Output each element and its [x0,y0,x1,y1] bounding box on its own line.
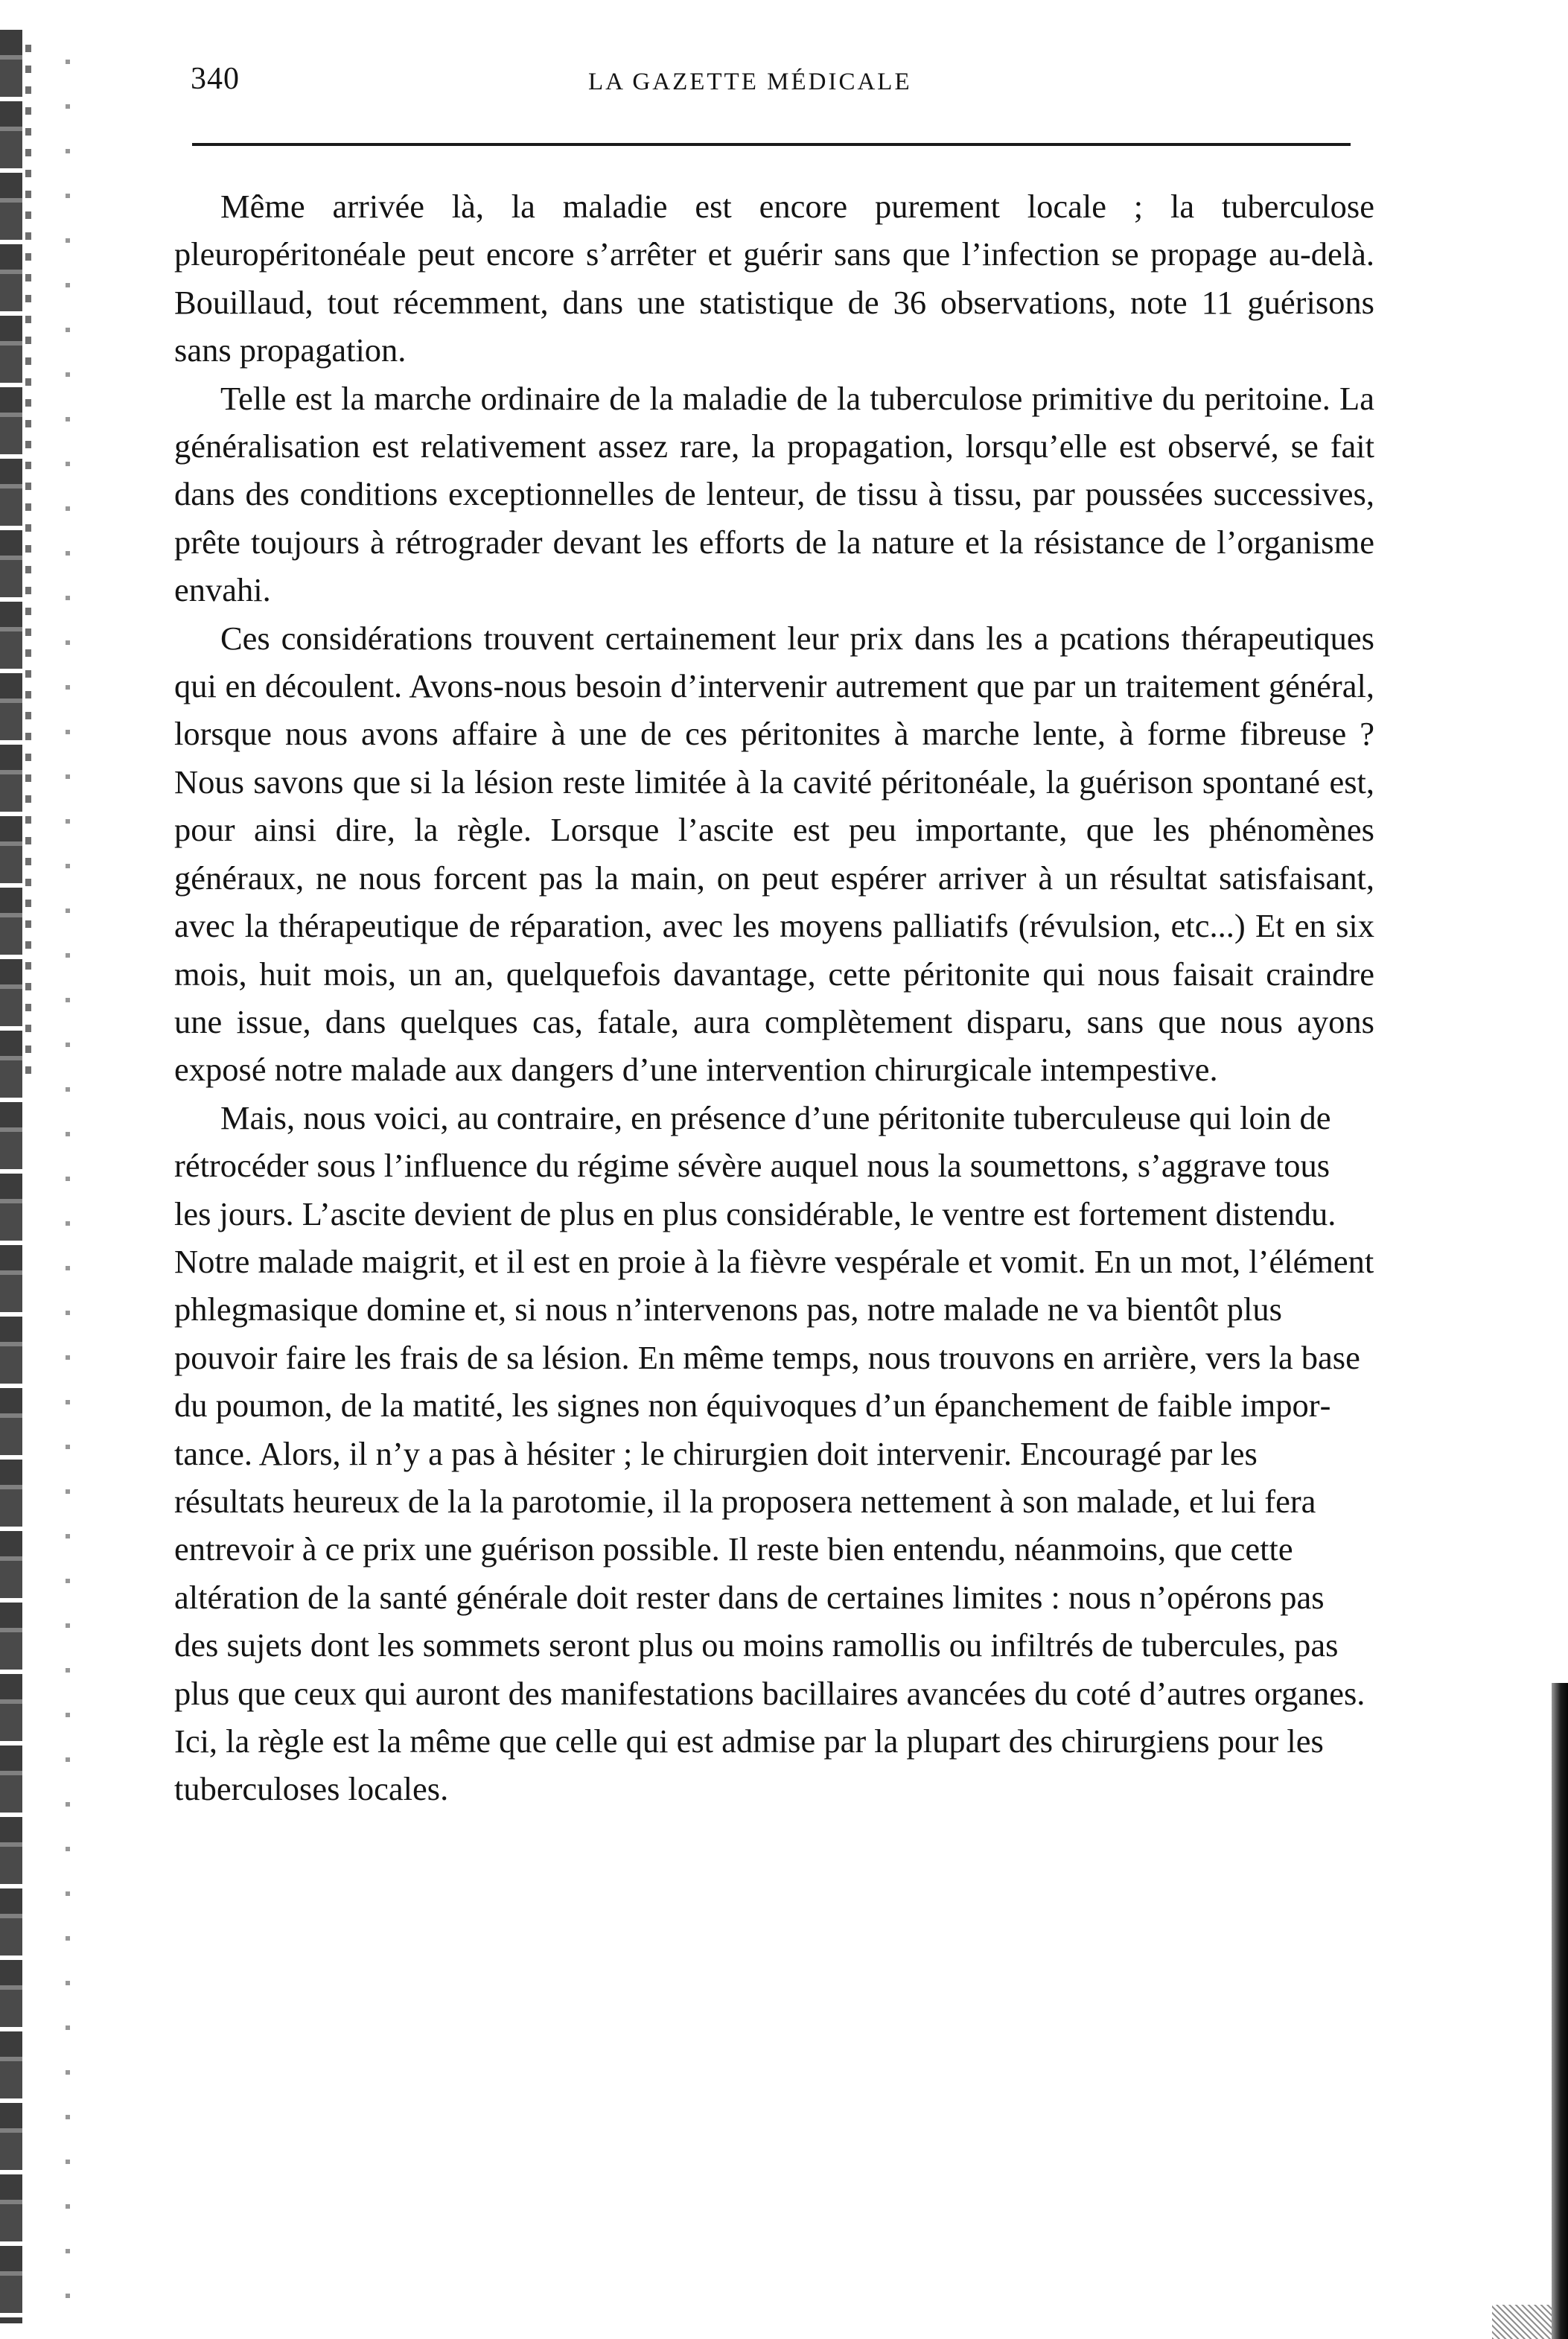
binding-shadow [1552,1683,1568,2339]
paragraph: Même arrivée là, la maladie est encore purement locale ; la tuberculose pleuropéritonéale peut encore s’arrêter et guérir sans que l’infection se propage au-delà. Bouillaud, tout récemment, dans une statistique de 36 observations, note 11 guérisons sans propagation. [174,188,1374,369]
paragraph: Telle est la marche ordinaire de la maladie de la tuberculose primitive du peritoine. La généralisation est relativement assez rare, la propagation, lorsqu’elle est observé, se fait dans des conditions exceptionnelles de lenteur, de tissu à tissu, par poussées successives, prête toujours à rétrograder devant les efforts de la nature et la résistance de l’organisme envahi. [174,379,1374,609]
page-number: 340 [191,62,240,96]
scan-edge-shadow [0,30,22,2323]
article-body [174,182,1374,1813]
paragraph: Ces considérations trouvent certainement leur prix dans les a pcations thérapeutiques qui en découlent. Avons-nous besoin d’intervenir autrement que par un traitement général, lorsque nous avons affaire à une de ces péritonites à marche lente, à forme fibreuse ? Nous savons que si la lésion reste limitée à la cavité péritonéale, la guérison spontané est, pour ainsi dire, la règle. Lorsque l’ascite est peu importante, que les phénomènes généraux, ne nous forcent pas la main, on peut espérer arriver à un résultat satisfaisant, avec la thérapeutique de réparation, avec les moyens palliatifs (révulsion, etc...) Et en six mois, huit mois, un an, quelquefois davantage, cette péritonite qui nous faisait craindre une issue, dans quelques cas, fatale, aura complètement disparu, sans que nous ayons exposé notre malade aux dangers d’une intervention chirurgicale intempestive. [174,619,1374,1089]
header-rule [192,143,1351,146]
scan-edge-marks [25,45,31,1087]
margin-specks [66,60,70,2308]
binding-corner [1492,2305,1552,2339]
paragraph: Mais, nous voici, au contraire, en présence d’une péritonite tuberculeuse qui loin de rétrocéder sous l’influence du régime sévère auquel nous la soumettons, s’aggrave tous les jours. L’ascite devient de plus en plus considérable, le ventre est fortement distendu. Notre malade maigrit, et il est en proie à la fièvre vespérale et vomit. En un mot, l’élément phlegmasique domine et, si nous n’intervenons pas, notre malade ne va bientôt plus pouvoir faire les frais de sa lésion. En même temps, nous trouvons en arrière, vers la base du poumon, de la matité, les signes non équivoques d’un épanchement de faible importance. Alors, il n’y a pas à hésiter ; le chirurgien doit intervenir. Encouragé par les résultats heureux de la la parotomie, il la proposera nettement à son malade, et lui fera entrevoir à ce prix une guérison possible. Il reste bien entendu, néanmoins, que cette altération de la santé générale doit rester dans de certaines limites : nous n’opérons pas des sujets dont les sommets seront plus ou moins ramollis ou infiltrés de tubercules, pas plus que ceux qui auront des manifestations bacillaires avancées du coté d’autres organes. Ici, la règle est la même que celle qui est admise par la plupart des chirurgiens pour les tuberculoses locales. [174,1098,1374,1808]
running-title: LA GAZETTE MÉDICALE [588,69,912,95]
